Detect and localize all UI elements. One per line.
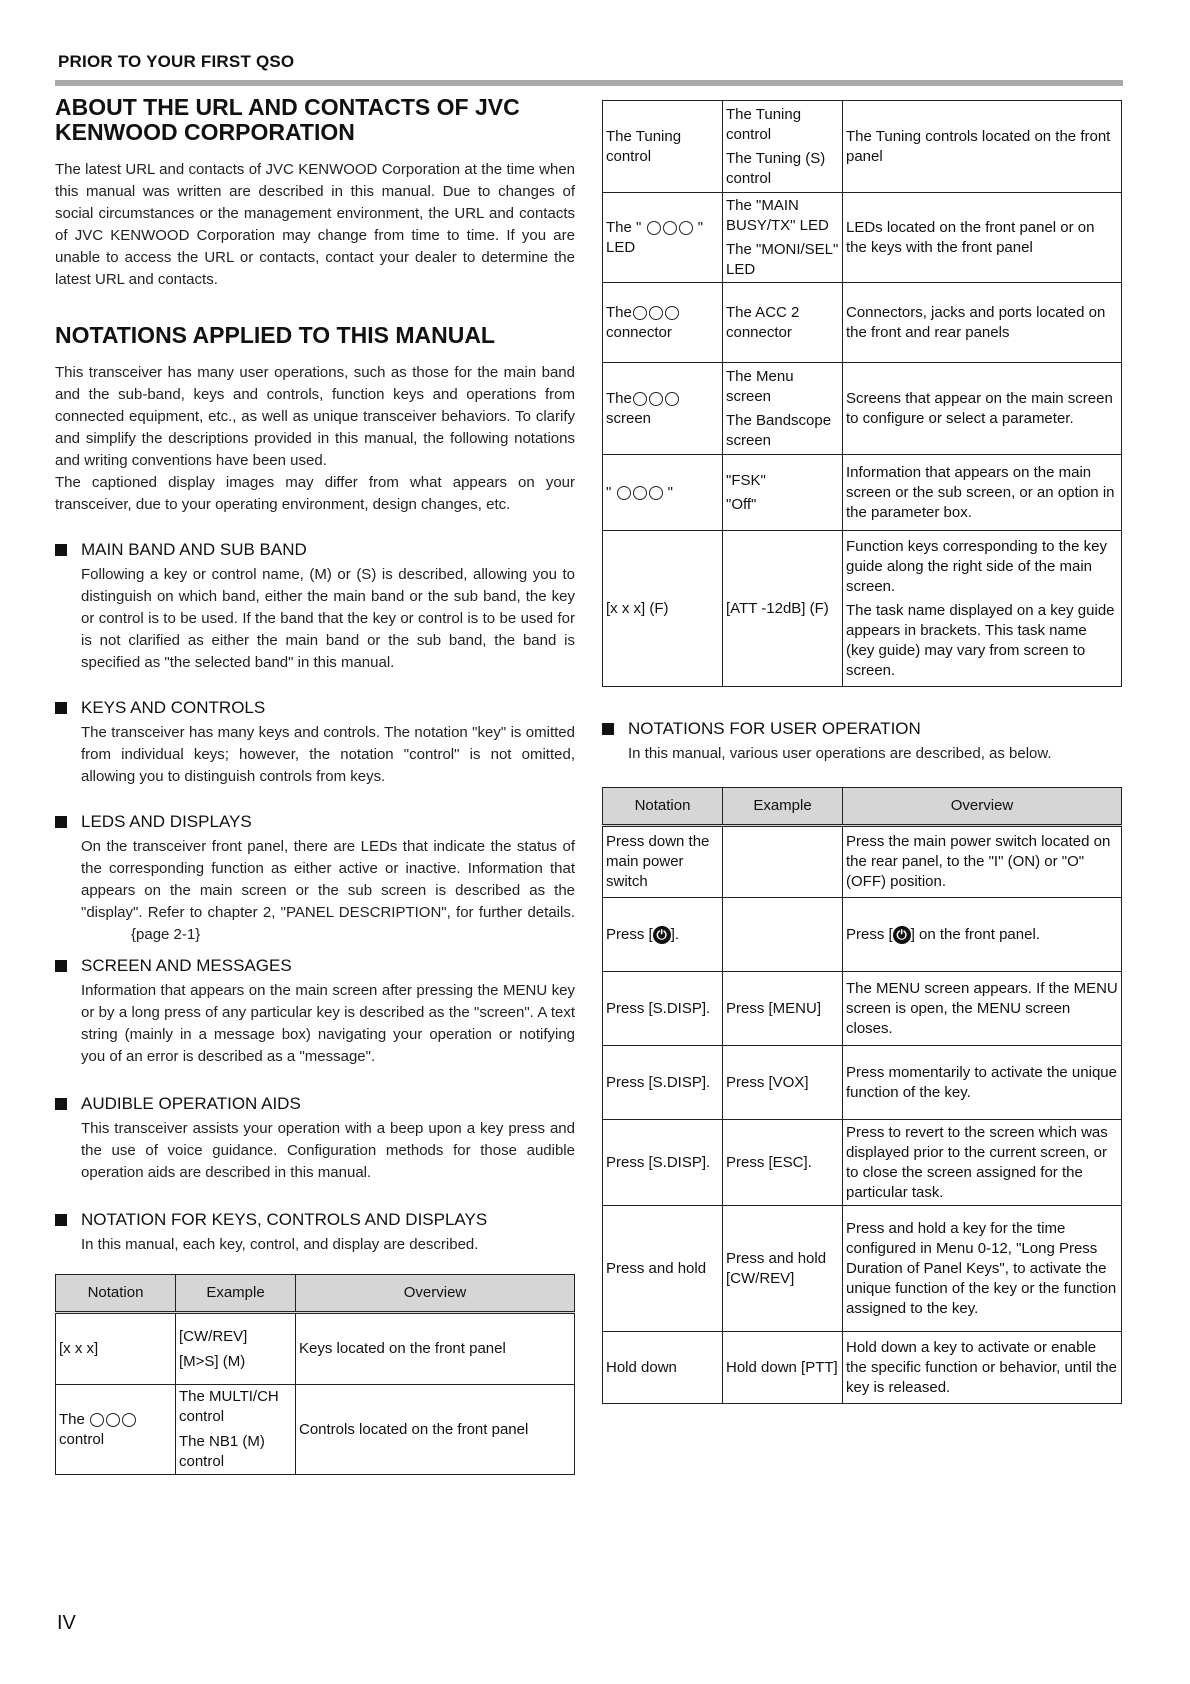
cell-example: [ATT -12dB] (F)	[723, 531, 843, 687]
cell-overview: Hold down a key to activate or enable the specific function or behavior, until the key is released.	[843, 1332, 1122, 1404]
cell-example: "FSK" "Off"	[723, 455, 843, 531]
circle-placeholder-icon	[633, 392, 647, 406]
subsection-leds	[55, 812, 575, 946]
section-title-url: ABOUT THE URL AND CONTACTS OF JVC KENWOOD CORPORATION	[55, 94, 520, 145]
cell-notation: Press and hold	[603, 1206, 723, 1332]
cell-notation: [x x x] (F)	[603, 531, 723, 687]
subsection-main-band	[55, 540, 575, 674]
cell-notation: Press [ ⏻ ].	[603, 898, 723, 972]
cell-overview: Press momentarily to activate the unique function of the key.	[843, 1046, 1122, 1120]
table-header-notation: Notation	[56, 1275, 176, 1313]
cell-notation: " "	[603, 455, 723, 531]
cell-overview: Press the main power switch located on the rear panel, to the "I" (ON) or "O" (OFF) position.	[843, 826, 1122, 898]
subsection-screen	[55, 956, 575, 1068]
cell-notation: The connector	[603, 283, 723, 363]
cell-example	[723, 826, 843, 898]
subsection-user-op	[602, 719, 1122, 765]
cell-notation: The Tuning control	[603, 101, 723, 193]
cell-overview: Connectors, jacks and ports located on the front and rear panels	[843, 283, 1122, 363]
cell-notation: Press down the main power switch	[603, 826, 723, 898]
table-row	[603, 193, 1122, 283]
circle-placeholder-icon	[617, 486, 631, 500]
table-row	[603, 1332, 1122, 1404]
cell-overview: The MENU screen appears. If the MENU screen is open, the MENU screen closes.	[843, 972, 1122, 1046]
cell-overview: Screens that appear on the main screen to configure or select a parameter.	[843, 363, 1122, 455]
cell-example: The ACC 2 connector	[723, 283, 843, 363]
circle-placeholder-icon	[649, 392, 663, 406]
cell-example	[723, 898, 843, 972]
notation-keys-table	[55, 1274, 575, 1475]
circle-placeholder-icon	[663, 221, 677, 235]
bullet-square-icon	[602, 723, 614, 735]
circle-placeholder-icon	[665, 306, 679, 320]
cell-notation: [x x x]	[56, 1313, 176, 1385]
circle-placeholder-icon	[647, 221, 661, 235]
cell-example: Press [VOX]	[723, 1046, 843, 1120]
cell-notation: The control	[56, 1385, 176, 1475]
table-row	[603, 1206, 1122, 1332]
page-reference-link[interactable]: {page 2-1}	[131, 926, 201, 943]
section-body-notations-2: The captioned display images may differ from what appears on your transceiver, due to your operating environment, design changes, etc.	[55, 474, 575, 513]
cell-overview: Controls located on the front panel	[296, 1385, 575, 1475]
table-row	[603, 898, 1122, 972]
left-column	[55, 95, 575, 1475]
section-body-notations-1: This transceiver has many user operations, such as those for the main band and the sub-band, keys and controls, function keys and operations from connected equipment, etc., as well as unique transceiver behaviors. To clarify and simplify the descriptions provided in this manual, the following notations and writing conventions have been used.	[55, 364, 575, 469]
table-header-overview: Overview	[296, 1275, 575, 1313]
circle-placeholder-icon	[90, 1413, 104, 1427]
cell-overview: The Tuning controls located on the front panel	[843, 101, 1122, 193]
cell-overview: Function keys corresponding to the key guide along the right side of the main screen. The task name displayed on a key guide appears in brackets. This task name (key guide) may vary from screen to screen.	[843, 531, 1122, 687]
cell-example: Press [ESC].	[723, 1120, 843, 1206]
page-header: PRIOR TO YOUR FIRST QSO	[58, 52, 295, 71]
cell-example: The Tuning control The Tuning (S) control	[723, 101, 843, 193]
subsection-title: NOTATION FOR KEYS, CONTROLS AND DISPLAYS	[81, 1210, 488, 1229]
power-icon: ⏻	[653, 926, 671, 944]
table-header-overview: Overview	[843, 788, 1122, 826]
table-row	[603, 1120, 1122, 1206]
section-body-url: The latest URL and contacts of JVC KENWOOD Corporation at the time when this manual was written are described in this manual. Due to changes of social circumstances or the management environment, the URL and contacts of JVC KENWOOD Corporation may change from time to time. If you are unable to access the URL or contacts, contact your dealer to determine the latest URL and contacts.	[55, 161, 575, 288]
user-operation-table	[602, 787, 1122, 1404]
circle-placeholder-icon	[633, 486, 647, 500]
subsection-body: This transceiver assists your operation with a beep upon a key press and the use of voice guidance. Configuration methods for those audible operation aids are described in this manual.	[81, 1120, 575, 1181]
cell-example: Hold down [PTT]	[723, 1332, 843, 1404]
table-row	[56, 1385, 575, 1475]
table-row	[603, 455, 1122, 531]
subsection-title: MAIN BAND AND SUB BAND	[81, 540, 307, 559]
table-row	[603, 283, 1122, 363]
table-row	[603, 972, 1122, 1046]
cell-overview: Keys located on the front panel	[296, 1313, 575, 1385]
bullet-square-icon	[55, 1098, 67, 1110]
cell-example: [CW/REV] [M>S] (M)	[176, 1313, 296, 1385]
table-row	[603, 531, 1122, 687]
circle-placeholder-icon	[679, 221, 693, 235]
cell-overview: Press to revert to the screen which was displayed prior to the current screen, or to close the screen assigned for the particular task.	[843, 1120, 1122, 1206]
table-header-notation: Notation	[603, 788, 723, 826]
bullet-square-icon	[55, 702, 67, 714]
subsection-keys	[55, 698, 575, 788]
table-row	[56, 1313, 575, 1385]
cell-overview: LEDs located on the front panel or on the keys with the front panel	[843, 193, 1122, 283]
subsection-audible	[55, 1094, 575, 1184]
cell-notation: The " " LED	[603, 193, 723, 283]
cell-example: Press [MENU]	[723, 972, 843, 1046]
bullet-square-icon	[55, 1214, 67, 1226]
subsection-body: Information that appears on the main screen after pressing the MENU key or by a long press of any particular key is described as the "screen". A text string (mainly in a message box) navigating your operation or notifying you of an error is described as a "message".	[81, 982, 575, 1065]
subsection-notation-keys	[55, 1210, 575, 1256]
table-row	[603, 1046, 1122, 1120]
subsection-body: Following a key or control name, (M) or (S) is described, allowing you to distinguish on which band, either the main band or the sub band, the key or control is to be used. If the band that the key or control is to be used for is not clarified as either the main band or the sub band, the band is specified as "the selected band" in this manual.	[81, 566, 575, 671]
subsection-title: SCREEN AND MESSAGES	[81, 956, 292, 975]
cell-notation: Press [S.DISP].	[603, 972, 723, 1046]
table-header-example: Example	[723, 788, 843, 826]
subsection-body: On the transceiver front panel, there are LEDs that indicate the status of the corresponding function as either active or inactive. Information that appears on the main screen or the sub screen is described as the "display". Refer to chapter 2, "PANEL DESCRIPTION", for further details.	[81, 838, 575, 921]
table-row	[603, 101, 1122, 193]
subsection-title: LEDS AND DISPLAYS	[81, 812, 252, 831]
cell-notation: Press [S.DISP].	[603, 1120, 723, 1206]
subsection-body: In this manual, each key, control, and display are described.	[81, 1236, 479, 1253]
bullet-square-icon	[55, 960, 67, 972]
cell-notation: The screen	[603, 363, 723, 455]
cell-notation: Press [S.DISP].	[603, 1046, 723, 1120]
subsection-title: KEYS AND CONTROLS	[81, 698, 266, 717]
cell-example: The Menu screen The Bandscope screen	[723, 363, 843, 455]
right-column	[602, 100, 1122, 1404]
circle-placeholder-icon	[649, 306, 663, 320]
bullet-square-icon	[55, 816, 67, 828]
power-icon: ⏻	[893, 926, 911, 944]
subsection-title: NOTATIONS FOR USER OPERATION	[628, 719, 921, 738]
bullet-square-icon	[55, 544, 67, 556]
circle-placeholder-icon	[106, 1413, 120, 1427]
circle-placeholder-icon	[633, 306, 647, 320]
table-row	[603, 826, 1122, 898]
table-header-example: Example	[176, 1275, 296, 1313]
subsection-body: In this manual, various user operations are described, as below.	[628, 745, 1052, 762]
table-row	[603, 363, 1122, 455]
cell-example: Press and hold [CW/REV]	[723, 1206, 843, 1332]
header-rule	[55, 80, 1123, 86]
section-title-notations: NOTATIONS APPLIED TO THIS MANUAL	[55, 322, 495, 348]
subsection-body: The transceiver has many keys and controls. The notation "key" is omitted from individual keys; however, the notation "control" is not omitted, allowing you to distinguish controls from keys.	[81, 724, 575, 785]
notation-keys-table-continued	[602, 100, 1122, 687]
cell-overview: Press and hold a key for the time configured in Menu 0-12, "Long Press Duration of Panel Keys", to activate the unique function of the key or the function assigned to the key.	[843, 1206, 1122, 1332]
cell-overview: Press [ ⏻ ] on the front panel.	[843, 898, 1122, 972]
cell-example: The "MAIN BUSY/TX" LED The "MONI/SEL" LED	[723, 193, 843, 283]
circle-placeholder-icon	[122, 1413, 136, 1427]
cell-overview: Information that appears on the main screen or the sub screen, or an option in the parameter box.	[843, 455, 1122, 531]
page-number: IV	[57, 1612, 76, 1634]
circle-placeholder-icon	[649, 486, 663, 500]
subsection-title: AUDIBLE OPERATION AIDS	[81, 1094, 301, 1113]
cell-notation: Hold down	[603, 1332, 723, 1404]
circle-placeholder-icon	[665, 392, 679, 406]
cell-example: The MULTI/CH control The NB1 (M) control	[176, 1385, 296, 1475]
